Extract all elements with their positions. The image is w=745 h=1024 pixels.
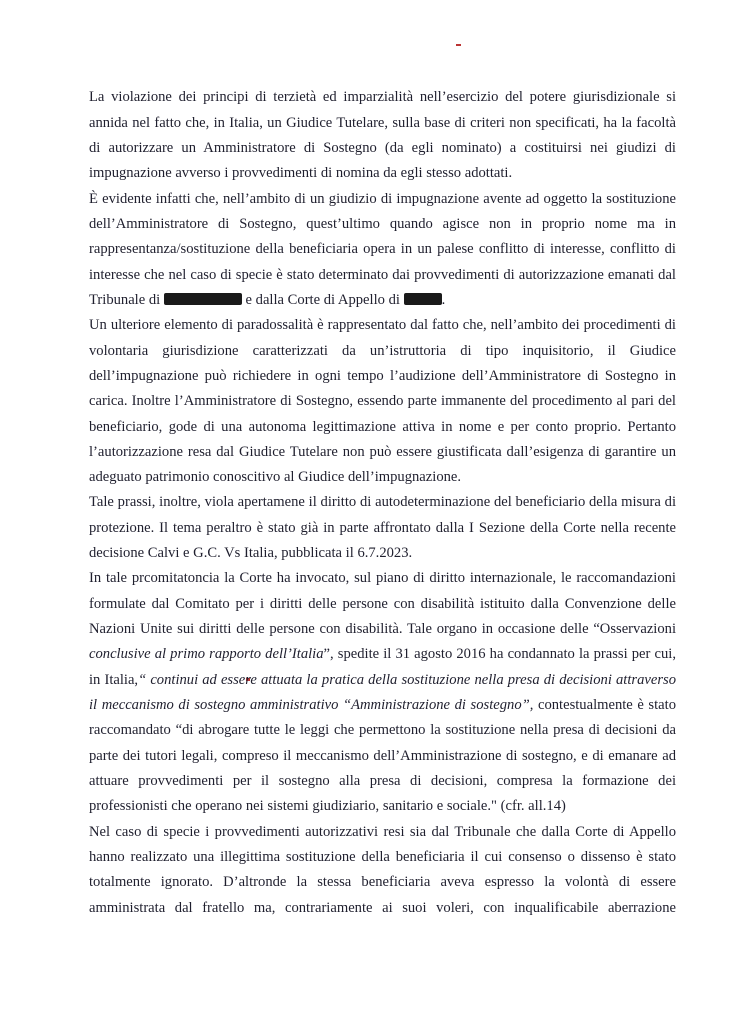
text-line: annida nel fatto che, in Italia, un Giudice Tutelare, sulla base di criteri non specificati, ha la facoltà xyxy=(89,115,676,131)
text-segment: contestualmente è stato xyxy=(533,697,676,713)
text-line: formulate dal Comitato per i diritti delle persone con disabilità istituito dalla Convenzione delle xyxy=(89,596,676,612)
text-segment: Tribunale di xyxy=(89,292,164,308)
scan-speck xyxy=(456,44,461,46)
text-line: La violazione dei principi di terzietà ed imparzialità nell’esercizio del potere giurisdizionale si xyxy=(89,89,676,105)
text-line: parte dei tutori legali, compreso il meccanismo dell’Amministrazione di sostegno, e di emanare ad xyxy=(89,748,676,764)
text-line: beneficiario, gode di una autonoma legittimazione attiva in nome e per conto proprio. Pertanto xyxy=(89,419,676,435)
quote-text: “ continui ad essere attuata la pratica della sostituzione nella presa di decisioni attraverso xyxy=(138,672,676,688)
text-line xyxy=(89,696,676,714)
text-line xyxy=(89,645,676,663)
text-line: di autorizzare un Amministratore di Sostegno (da egli nominato) a costituirsi nei giudizi di xyxy=(89,140,676,156)
text-line: È evidente infatti che, nell’ambito di un giudizio di impugnazione avente ad oggetto la sostituzione xyxy=(89,191,676,207)
text-line: professionisti che operano nei sistemi giudiziario, sanitario e sociale." (cfr. all.14) xyxy=(89,798,566,814)
text-line: impugnazione avverso i provvedimenti di nomina da egli stesso adottati. xyxy=(89,165,513,181)
text-segment: e dalla Corte di Appello di xyxy=(241,292,404,308)
redaction-bar xyxy=(404,293,442,305)
text-line: dell’impugnazione può richiedere in ogni tempo l’audizione dell’Amministratore di Sostegno in xyxy=(89,368,676,384)
text-line xyxy=(89,291,676,309)
text-line: carica. Inoltre l’Amministratore di Sostegno, essendo parte immanente del procedimento al pari del xyxy=(89,393,676,409)
text-segment: ”, spedite il 31 agosto 2016 ha condannato la prassi per cui, xyxy=(323,646,676,662)
text-line: rappresentanza/sostituzione della beneficiaria opera in un palese conflitto di interesse, conflitto di xyxy=(89,241,676,257)
text-segment: . xyxy=(441,292,446,308)
text-line: dell’Amministratore di Sostegno, quest’ultimo quando agisce non in proprio nome ma in xyxy=(89,216,676,232)
text-line: interesse che nel caso di specie è stato determinato dai provvedimenti di autorizzazione emanati dal xyxy=(89,267,676,283)
text-line xyxy=(89,671,676,689)
text-line: volontaria giurisdizione caratterizzati da un’istruttoria di tipo inquisitorio, il Giudice xyxy=(89,343,676,359)
text-line: Nel caso di specie i provvedimenti autorizzativi resi sia dal Tribunale che dalla Corte di Appello xyxy=(89,824,676,840)
text-line: totalmente ignorato. D’altronde la stessa beneficiaria aveva espresso la volontà di essere xyxy=(89,874,676,890)
text-line: Nazioni Unite sui diritti delle persone con disabilità. Tale organo in occasione delle “Osservazioni xyxy=(89,621,676,637)
text-line: Un ulteriore elemento di paradossalità è rappresentato dal fatto che, nell’ambito dei procedimenti di xyxy=(89,317,676,333)
quote-text: il meccanismo di sostegno amministrativo “Amministrazione di sostegno”, xyxy=(89,697,534,713)
text-line: l’autorizzazione resa dal Giudice Tutelare non può essere giustificata dall’esigenza di garantire un xyxy=(89,444,676,460)
redaction-bar xyxy=(164,293,242,305)
text-segment: in Italia, xyxy=(89,672,139,688)
text-line: raccomandato “di abrogare tutte le leggi che permettono la sostituzione nella presa di decisioni da xyxy=(89,722,676,738)
text-line: hanno realizzato una illegittima sostituzione della beneficiaria il cui consenso o dissenso è stato xyxy=(89,849,676,865)
text-line: amministrata dal fratello ma, contrariamente ai suoi voleri, con inqualificabile aberrazione xyxy=(89,900,676,916)
text-line: In tale prcomitatoncia la Corte ha invocato, sul piano di diritto internazionale, le raccomandazioni xyxy=(89,570,676,586)
text-line: protezione. Il tema peraltro è stato già in parte affrontato dalla I Sezione della Corte nella recente xyxy=(89,520,676,536)
text-line: attuare provvedimenti per il sostegno alla presa di decisioni, compresa la formazione dei xyxy=(89,773,676,789)
quote-title: conclusive al primo rapporto dell’Italia xyxy=(89,646,324,662)
text-line: adeguato patrimonio conoscitivo al Giudice dell’impugnazione. xyxy=(89,469,462,485)
text-line: decisione Calvi e G.C. Vs Italia, pubblicata il 6.7.2023. xyxy=(89,545,413,561)
text-line: Tale prassi, inoltre, viola apertamene il diritto di autodeterminazione del beneficiario della misura di xyxy=(89,494,676,510)
